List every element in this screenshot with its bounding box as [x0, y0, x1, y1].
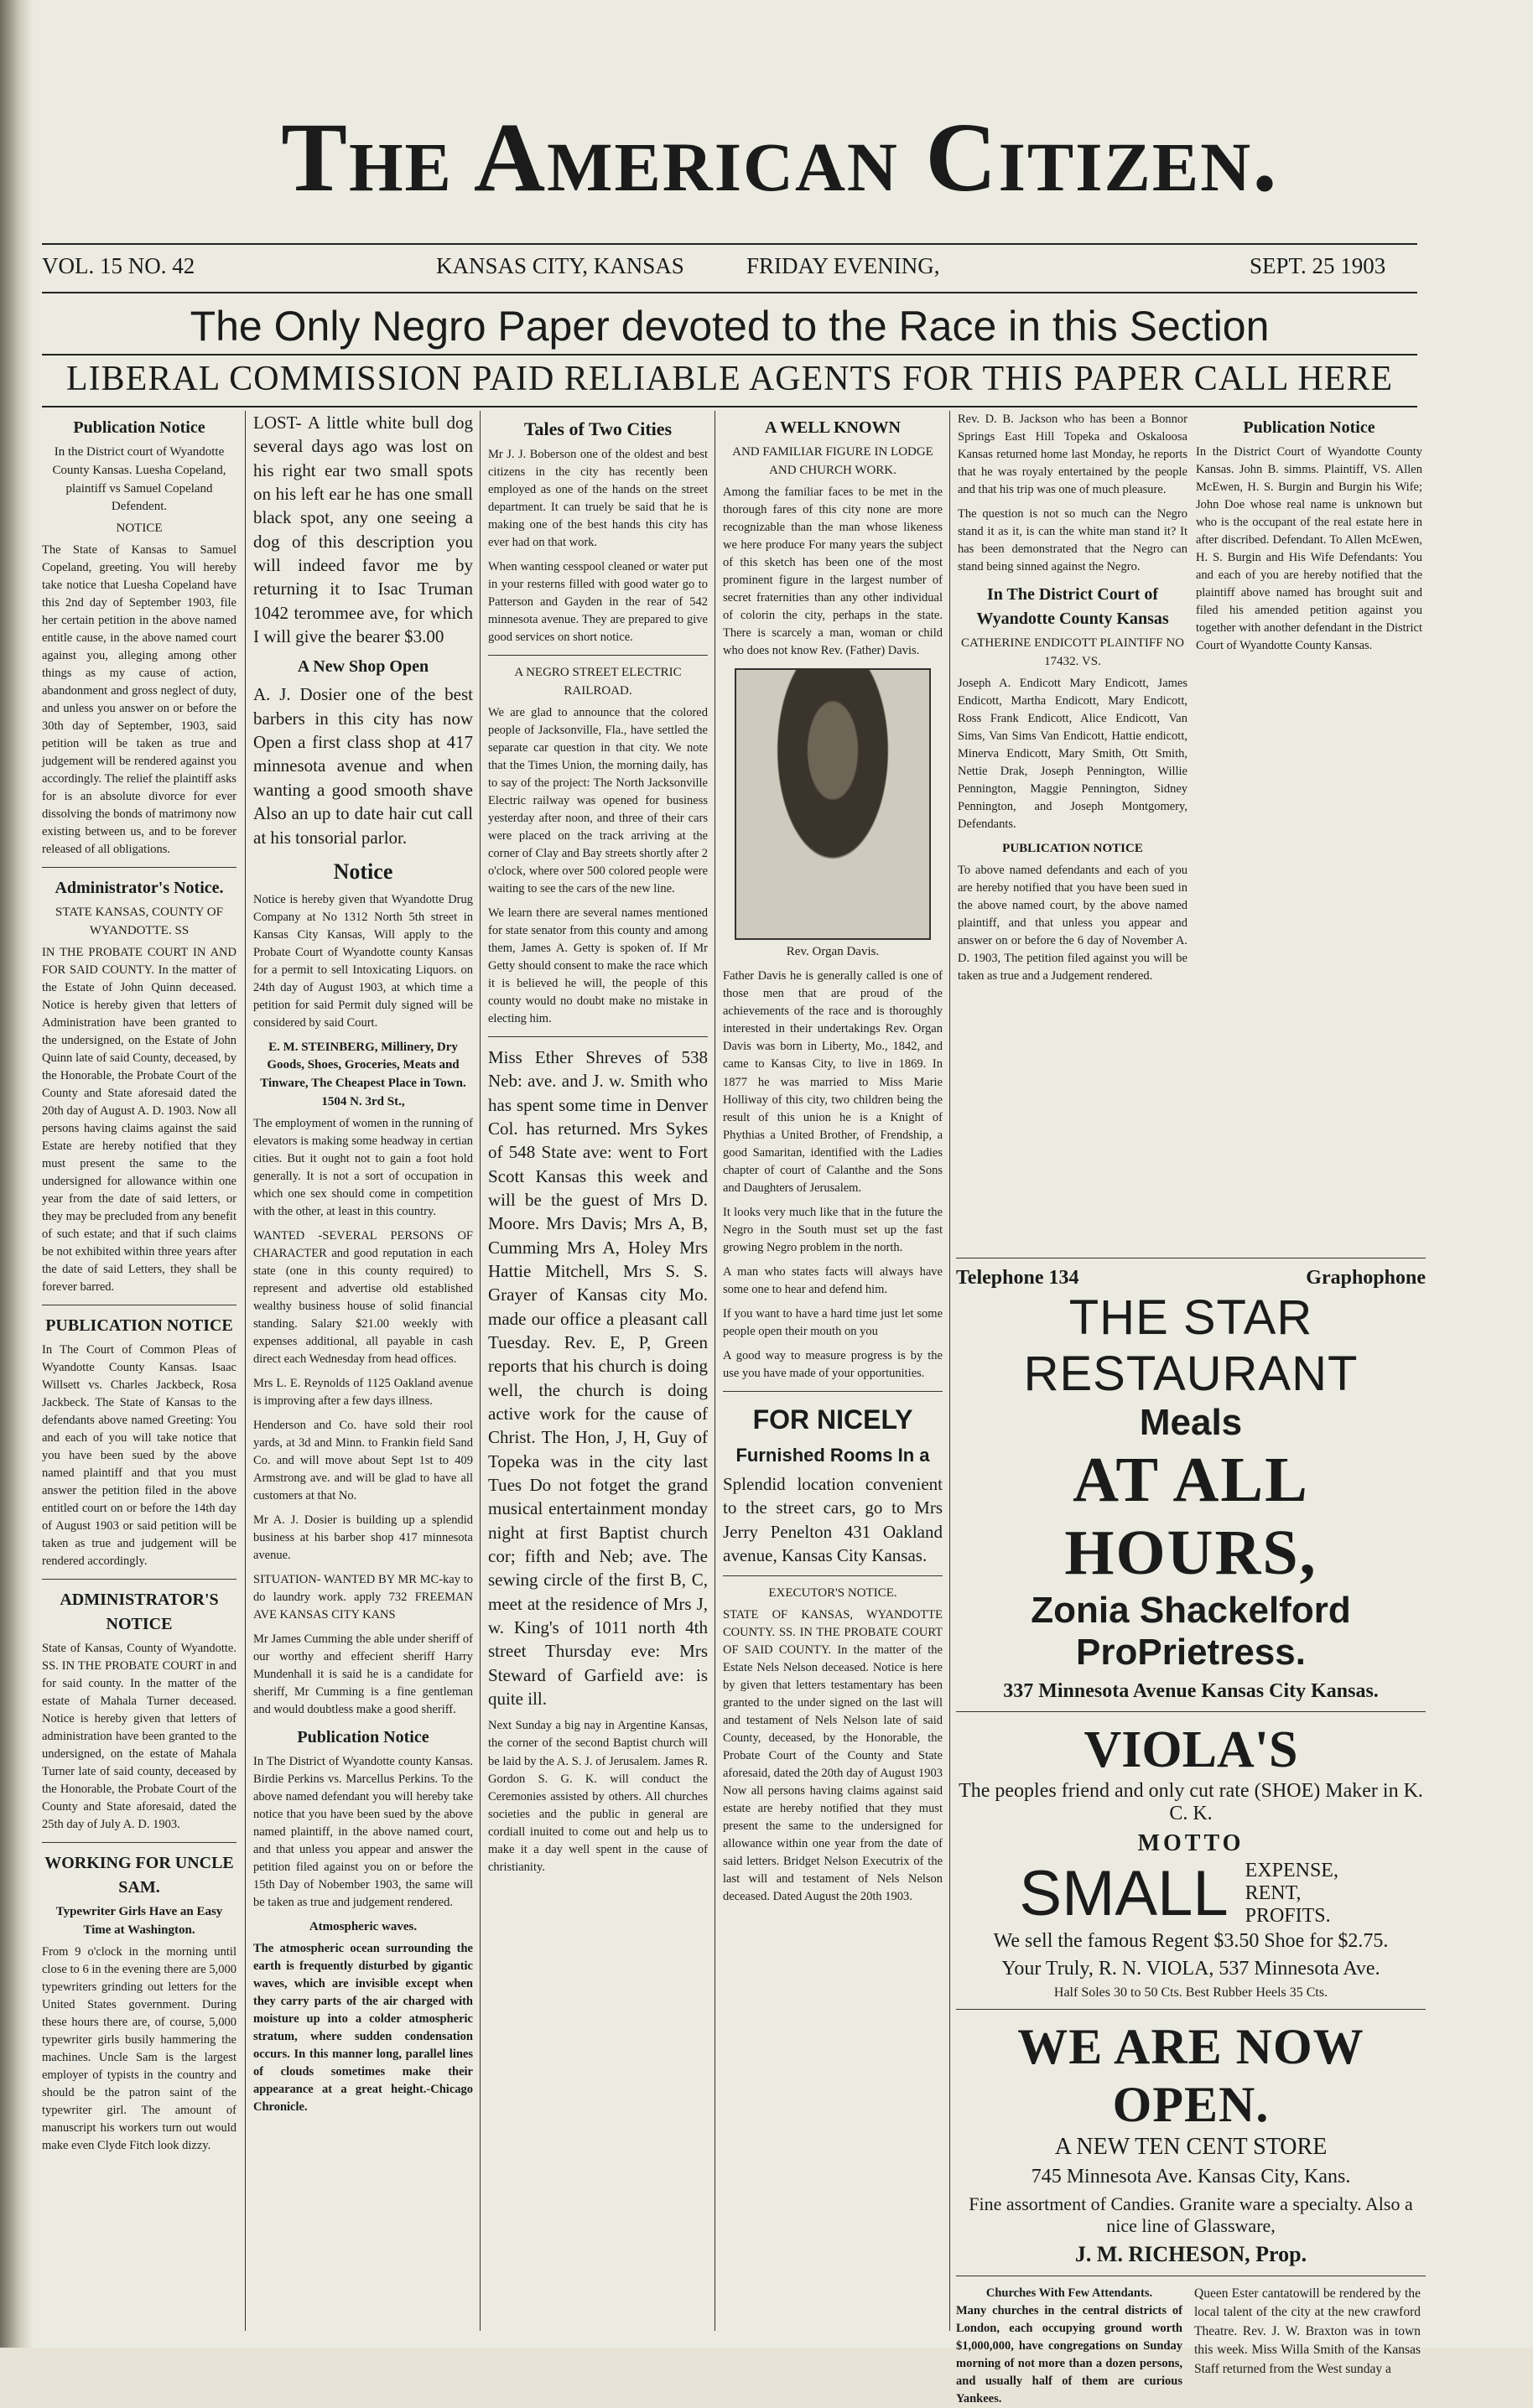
advertisement: E. M. STEINBERG, Millinery, Dry Goods, Shoes, Groceries, Meats and Tinware, The Cheapest Place in Town. 1504 N. 3rd St.,: [260, 1040, 466, 1108]
ten-cent-store-name: A NEW TEN CENT STORE: [1054, 2134, 1328, 2160]
article-text: In the District Court of Wyandotte County Kansas. John B. simms. Plaintiff, VS. Allen McEwen, H. S. Burgin and Burgin his Wife; John Doe whose real name is unknown but who is the occupant of the real estate here in after discribed. Defendant. To Allen McEwen, H. S. Burgin and His Wife Defendants: You and each of you are hereby notified that the plaintiff above named has brought suit and filed his amended petition against you together with another defendant in the District Court of Wyandotte County Kansas.: [1196, 445, 1422, 653]
place: KANSAS CITY, KANSAS: [436, 253, 684, 278]
subhead: AND FAMILIAR FIGURE IN LODGE AND CHURCH WORK.: [732, 445, 933, 477]
article-text: IN THE PROBATE COURT IN AND FOR SAID COUNTY. In the matter of the Estate of John Quinn deceased. Notice is hereby given that letters of Administration have been granted to the undersigned, on the Estate of John Quinn late of said County, deceased, by the Honorable, the Probate Court of the County and State aforesaid dated the 20th day of August A. D. 1903. Now all persons having claims against the said Estate are hereby notified that they must present the same to the undersigned for allowance within one year from the date of said letters, or they may be precluded from any benefit of such estate; and that if such claims be not exhibited within three years after the date of said Letters, they shall be forever barred.: [42, 945, 236, 1294]
article-text: Many churches in the central districts of London, each occupying ground worth $1,000,000, have congregations on Sunday morning of not more than a dozen persons, and usually half of them are curious Yankees.: [956, 2304, 1182, 2406]
subhead: In the District court of Wyandotte County Kansas. Luesha Copeland, plaintiff vs Samuel Copeland Defendent.: [52, 445, 226, 514]
divider: [956, 1711, 1426, 1712]
divider: [42, 1842, 236, 1843]
headline: A NEGRO STREET ELECTRIC RAILROAD.: [514, 666, 682, 698]
column-3: [488, 411, 708, 2331]
headline: WORKING FOR UNCLE SAM.: [44, 1854, 234, 1897]
headline: Publication Notice: [297, 1728, 429, 1747]
shoe-store-offer: We sell the famous Regent $3.50 Shoe for $2.75.: [993, 1930, 1389, 1952]
binding-edge: [0, 0, 34, 2348]
column-rule: [245, 411, 246, 2331]
tagline: The Only Negro Paper devoted to the Race in this Section: [190, 303, 1270, 350]
article-text: Notice is hereby given that Wyandotte Drug Company at No 1312 North 5th street in Kansas City Kansas, Will apply to the Probate Court of Wyandotte county Kansas for a permit to sell Intoxicating Liquors. on 24th day of August 1903, at which time a petition for said Permit duly signed will be considered by said Court.: [253, 892, 473, 1030]
ten-cent-store-headline: WE ARE NOW OPEN.: [1017, 2019, 1364, 2132]
divider: [488, 655, 708, 656]
article-text: When wanting cesspool cleaned or water put in your resterns filled with good water go to Patterson and Gayden in the rear of 542 minnesota avenue. They are prepared to give good services on short notice.: [488, 559, 708, 645]
agents-banner: LIBERAL COMMISSION PAID RELIABLE AGENTS FOR THIS PAPER CALL HERE: [66, 360, 1393, 398]
subhead: Atmospheric waves.: [309, 1920, 418, 1934]
column-5: [958, 411, 1187, 1249]
article-text: Father Davis he is generally called is one of those men that are proud of the achievements of the race and is thoroughly interested in their undertakings Rev. Organ Davis was born in Liberty, Mo., 1842, and came to Kansas City, to live in 1869. In 1877 he was married to Miss Marie Holliway of this city, two children being the result of this union he is a Knight of Phythias a United Brother, of Frendship, a good Samaritan, identified with the Ladies chapter of court of Calanthe and the Sons and Daughters of Jerusalem.: [723, 969, 943, 1195]
article-text: We are glad to announce that the colored people of Jacksonville, Fla., have settled the separate car question in that city. We note that the Times Union, the morning daily, has to say of the project: The North Jacksonville Electric railway was opened for business yesterday after noon, and three of their cars were placed on the track arriving at the corner of Clay and Bay streets shortly after 2 o'clock, where over 500 colored people were waiting to see the cars of the new line.: [488, 705, 708, 895]
restaurant-address: 337 Minnesota Avenue Kansas City Kansas.: [1003, 1680, 1379, 1702]
headline: Notice: [333, 859, 393, 884]
article-text: WANTED -SEVERAL PERSONS OF CHARACTER and good reputation in each state (one in this county required) to represent and advertise old established wealthy business house of solid financial standing. Salary $21.00 weekly with expenses additional, all payable in cash direct each Wednesday from head offices.: [253, 1228, 473, 1366]
article-text: The question is not so much can the Negro stand it as it, is can the white man stand it? It has been demonstrated that the Negro can stand being sinned against the Negro.: [958, 507, 1187, 574]
restaurant-contact: [956, 1267, 1426, 1290]
shoe-store-motto: [956, 1857, 1426, 1930]
rooms-ad-headline: FOR NICELY: [752, 1404, 913, 1435]
tagline-rule: [42, 354, 1417, 355]
article-text: Rev. D. B. Jackson who has been a Bonnor Springs East Hill Topeka and Oskaloosa Kansas returned home last Monday, he reports that he was royaly entertained by the people and that his trip was one of much pleasure.: [958, 413, 1187, 497]
article-text: The State of Kansas to Samuel Copeland, greeting. You will hereby take notice that Luesha Copeland have this 2nd day of September 1903, file her certain petition in the above named entitle cause, in the above named court against you, alleging among other things as my cause of action, abandonment and gross neglect of duty, and unless you answer on or before the 30th day of September, 1903, said petition will be taken as true and judgement will be rendered against you accordingly. The relief the plaintiff asks for is an absolute divorce for ever dissolving the bonds of matrimony now existing between us, and to be forever released of all obligations.: [42, 542, 236, 857]
divider: [956, 2009, 1426, 2010]
article-text: A man who states facts will always have some one to hear and defend him.: [723, 1264, 943, 1296]
column-1: [42, 411, 236, 2331]
motto-small: SMALL: [1019, 1858, 1229, 1929]
ten-cent-store-address: 745 Minnesota Ave. Kansas City, Kans.: [1031, 2166, 1351, 2187]
headline: A WELL KNOWN: [765, 418, 901, 437]
subhead: STATE KANSAS, COUNTY OF WYANDOTTE. SS: [55, 906, 223, 937]
shoe-store-prices: Half Soles 30 to 50 Cts. Best Rubber Heels 35 Cts.: [1053, 1985, 1328, 2000]
issue-date: SEPT. 25 1903: [1250, 253, 1386, 278]
ten-cent-store-items: Fine assortment of Candies. Granite ware a specialty. Also a nice line of Glassware,: [969, 2193, 1413, 2236]
portrait-caption: Rev. Organ Davis.: [786, 944, 880, 958]
masthead-rule: [42, 243, 1417, 245]
headline: Tales of Two Cities: [523, 418, 673, 439]
article-text: Henderson and Co. have sold their rool yards, at 3d and Minn. to Frankin field Sand Co. and will move about Sept 1st to 409 Armstrong ave. and will be glad to have all customers at that No.: [253, 1418, 473, 1502]
graphophone: Graphophone: [1306, 1267, 1426, 1289]
headline: Administrator's Notice.: [55, 879, 224, 898]
local-news: Miss Ether Shreves of 538 Neb: ave. and J. w. Smith who has spent some time in Denver Col. has returned. Mrs Sykes of 548 State ave: went to Fort Scott Kansas this week and will be the guest of Mrs D. Moore. Mrs Davis; Mrs A, B, Cumming Mrs A, Holey Mrs Hattie Mitchell, Mrs S. S. Grayer of Kansas city Mo. made our office a pleasant call Tuesday. Rev. E, P, Green reports that his church is doing well, the church is doing active work for the cause of Christ. The Hon, J, H, Guy of Topeka was in the city last Tues Do not fotget the grand musical entertainment monday night at first Baptist church cor; fifth and Neb; ave. The sewing circle of the first B, C, meet at the residence of Mrs J, w. King's of 1011 north 4th street Thursday eve: Mrs Steward of Garfield ave: is quite ill.: [488, 1046, 708, 1710]
subhead: CATHERINE ENDICOTT PLAINTIFF NO 17432. VS.: [961, 636, 1184, 668]
column-2: [253, 411, 473, 2331]
article-text: If you want to have a hard time just let some people open their mouth on you: [723, 1306, 943, 1338]
article-text: STATE OF KANSAS, WYANDOTTE COUNTY. SS. IN THE PROBATE COURT OF SAID COUNTY. In the matter of the Estate Nels Nelson deceased. Notice is here by given that letters testamentary has been granted to the under signed on the last will and testament of Nels Nelson late of said County, deceased, by the Honorable, the Probate Court of the County and State aforesaid, dated the 20th day of August 1903 Now all persons having claims against said estate are hereby notified that they must present the same to the undersigned for allowance within one year from the date of said letters. Bridget Nelson Executrix of the last will and testament of Nels Nelson deceased. Dated August the 20th 1903.: [723, 1608, 943, 1904]
telephone: Telephone 134: [956, 1267, 1079, 1289]
motto-list: EXPENSE, RENT, PROFITS.: [1245, 1860, 1338, 1927]
bottom-items: [956, 2285, 1426, 2408]
headline: Publication Notice: [1243, 418, 1375, 437]
article-text: In The Court of Common Pleas of Wyandotte County Kansas. Isaac Willsett vs. Charles Jackbeck, Rosa Jackbeck. The State of Kansas to the defendants above named Greeting: You and each of you will take notice that you have been sued by the above named plaintiff and that you must answer the petition filed in the above entitled court on or before the 14th day of August 1903 or said petition will be taken as true and judgement will be rendered accordingly.: [42, 1342, 236, 1569]
shoe-store-signature: Your Truly, R. N. VIOLA, 537 Minnesota Ave.: [1001, 1958, 1380, 1980]
article-text: Mr James Cumming the able under sheriff of our worthy and effecient sheriff Harry Mundenhall it is said he is a candidate for sheriff, Mr Cumming is a fine gentleman and would doubtless make a good sheriff.: [253, 1632, 473, 1717]
headline: A New Shop Open: [297, 657, 429, 677]
dateline: [42, 253, 1417, 287]
article-text: State of Kansas, County of Wyandotte. SS. IN THE PROBATE COURT in and for said county. In the matter of the estate of Mahala Turner deceased. Notice is hereby given that letters of administration have been granted to the undersigned, on the estate of Mahala Turner late of said county, deceased by the Honorable, the Probate Court of the County and State aforesaid, dated the 25th day of July A. D. 1903.: [42, 1642, 236, 1832]
headline: PUBLICATION NOTICE: [45, 1316, 233, 1335]
divider: [488, 1036, 708, 1037]
restaurant-proprietress: Zonia Shackelford ProPrietress.: [1031, 1590, 1351, 1673]
article-text: Next Sunday a big nay in Argentine Kansas, the corner of the second Baptist church will be laid by the A. S. J. of Jerusalem. James R. Gordon S. G. K. will conduct the Ceremonies assisted by others. All churches societies and the public in general are cordiall inuited to come out and help us to make it a day well spent in the cause of christianity.: [488, 1719, 708, 1874]
article-text: The employment of women in the running of elevators is making some headway in certian cities. But it ought not to gain a foot hold generally. It is not a sort of occupation in which one sex should come in competition with the other, at least in this country.: [253, 1116, 473, 1218]
headline: EXECUTOR'S NOTICE.: [768, 1586, 897, 1601]
shoe-store-tagline: The peoples friend and only cut rate (SHOE) Maker in K. C. K.: [959, 1780, 1423, 1824]
column-4: [723, 411, 943, 2331]
portrait-image: [735, 668, 931, 940]
headline: In The District Court of Wyandotte County Kansas: [976, 585, 1169, 629]
banner-rule: [42, 406, 1417, 407]
article-text: Among the familiar faces to be met in the thorough fares of this city none are more recognizable than the man whose likeness we here produce For many years the subject of this sketch has been one of the most prominent figure in the largest number of secret fraternities than any other individual of colorin the city, perhaps in the state. There is scarcely a man, woman or child who does not know Rev. (Father) Davis.: [723, 485, 943, 657]
article-text: SITUATION- WANTED BY MR MC-kay to do laundry work. apply 732 FREEMAN AVE KANSAS CITY KANS: [253, 1573, 473, 1622]
article-text: We learn there are several names mentioned for state senator from this county and among them, James A. Getty is spoken of. If Mr Getty should consent to make the race which it is believed he will, the people of this county would no doubt make no mistake in electing him.: [488, 906, 708, 1025]
rooms-ad-text: Splendid location convenient to the street cars, go to Mrs Jerry Penelton 431 Oakland avenue, Kansas City Kansas.: [723, 1474, 943, 1566]
article-text: To above named defendants and each of you are hereby notified that you have been sued in the above named court, by the above named plaintiff, and that unless you appear and answer on or before the 6 day of November A. D. 1903, The petition filed against you will be taken as true and a Judgement rendered.: [958, 863, 1187, 983]
column-rule: [480, 411, 481, 2331]
rooms-ad-subhead: Furnished Rooms In a: [735, 1445, 930, 1466]
restaurant-name: THE STAR RESTAURANT: [1023, 1290, 1359, 1401]
subhead: Typewriter Girls Have an Easy Time at Washington.: [55, 1905, 223, 1937]
churches-item: [956, 2285, 1182, 2408]
article-text: It looks very much like that in the future the Negro in the South must set up the fast growing Negro problem in the north.: [723, 1205, 943, 1254]
ten-cent-store-proprietor: J. M. RICHESON, Prop.: [1074, 2242, 1307, 2266]
headline: Publication Notice: [73, 418, 205, 437]
divider: [723, 1391, 943, 1392]
article-text: From 9 o'clock in the morning until close to 6 in the evening there are 5,000 typewriters grinding out letters for the United States government. During these hours there are, of course, 5,000 typewriter girls busily hammering the machines. Uncle Sam is the largest employer of typists in the country and should be the patron saint of the typewriter girl. The amount of manuscript his workers turn out would make even Clyde Fitch look dizzy.: [42, 1944, 236, 2152]
article-text: In The District of Wyandotte county Kansas. Birdie Perkins vs. Marcellus Perkins. To the above named defendant you will hereby take notice that you have been sued by the above named plaintiff, in the above named court, and that unless you appear and answer the petition filed against you on or before the 15th Day of Nobember 1903, the same will be taken as true and judgement rendered.: [253, 1755, 473, 1910]
headline: ADMINISTRATOR'S NOTICE: [60, 1591, 219, 1634]
masthead-title: The American Citizen.: [281, 102, 1279, 212]
lost-dog-notice: LOST- A little white bull dog several days ago was lost on his right ear two small spots on his left ear he has one small black spot, any one seeing a dog of this description you will indeed favor me by returning it to Isac Truman 1042 terommee ave, for which I will give the bearer $3.00: [253, 413, 473, 647]
subhead: NOTICE: [116, 522, 163, 535]
headline: Churches With Few Attendants.: [985, 2286, 1153, 2300]
article-text: Mr J. J. Boberson one of the oldest and best citizens in the city has recently been employed as one of the hands on the street department. It can truely be said that he is making one of the best hands this city has ever had on that work.: [488, 447, 708, 549]
article-text: A good way to measure progress is by the use you have made of your opportunities.: [723, 1348, 943, 1380]
dateline-rule: [42, 292, 1417, 293]
divider: [723, 1575, 943, 1576]
headline: PUBLICATION NOTICE: [1002, 841, 1143, 855]
divider: [42, 1579, 236, 1580]
divider: [42, 867, 236, 868]
volume-number: VOL. 15 NO. 42: [42, 253, 195, 278]
shoe-store-motto-label: MOTTO: [1137, 1830, 1245, 1856]
restaurant-meals: Meals: [1139, 1402, 1243, 1443]
column-6: [1196, 411, 1422, 1249]
article-text: Mr A. J. Dosier is building up a splendid business at his barber shop 417 minnesota avenue.: [253, 1513, 473, 1563]
shoe-store-name: VIOLA'S: [1083, 1721, 1298, 1778]
column-rule: [949, 411, 950, 2331]
restaurant-hours: AT ALL HOURS,: [1064, 1445, 1317, 1588]
article-text: Joseph A. Endicott Mary Endicott, James Endicott, Martha Endicott, Mary Endicott, Ross Frank Endicott, Alice Endicott, Van Sims, Van Sims Van Endicott, Hattie endicott, Minerva Endicott, Mary Smith, Ott Smith, Nettie Drak, Joseph Pennington, Willie Pennington, Maggie Pennington, Sidney Pennington, and Joseph Montgomery, Defendants.: [958, 676, 1187, 831]
article-text: The atmospheric ocean surrounding the earth is frequently disturbed by gigantic waves, which are invisible except when they carry parts of the air charged with moisture up into a colder atmospheric stratum, where sudden condensation occurs. In this manner long, parallel lines of clouds sometimes make their appearance at a great height.-Chicago Chronicle.: [253, 1942, 473, 2115]
article-text: A. J. Dosier one of the best barbers in this city has now Open a first class shop at 417 minnesota avenue and when wanting a good smooth shave Also an up to date hair cut call at his tonsorial parlor.: [253, 684, 473, 848]
day: FRIDAY EVENING,: [746, 253, 940, 278]
article-text: Mrs L. E. Reynolds of 1125 Oakland avenue is improving after a few days illness.: [253, 1376, 473, 1408]
advertisements: [956, 1249, 1426, 2406]
local-news: Queen Ester cantatowill be rendered by the local talent of the city at the new crawford Theatre. Rev. J. W. Braxton was in town this week. Miss Willa Smith of the Kansas Staff returned from the West sunday a: [1194, 2286, 1421, 2376]
